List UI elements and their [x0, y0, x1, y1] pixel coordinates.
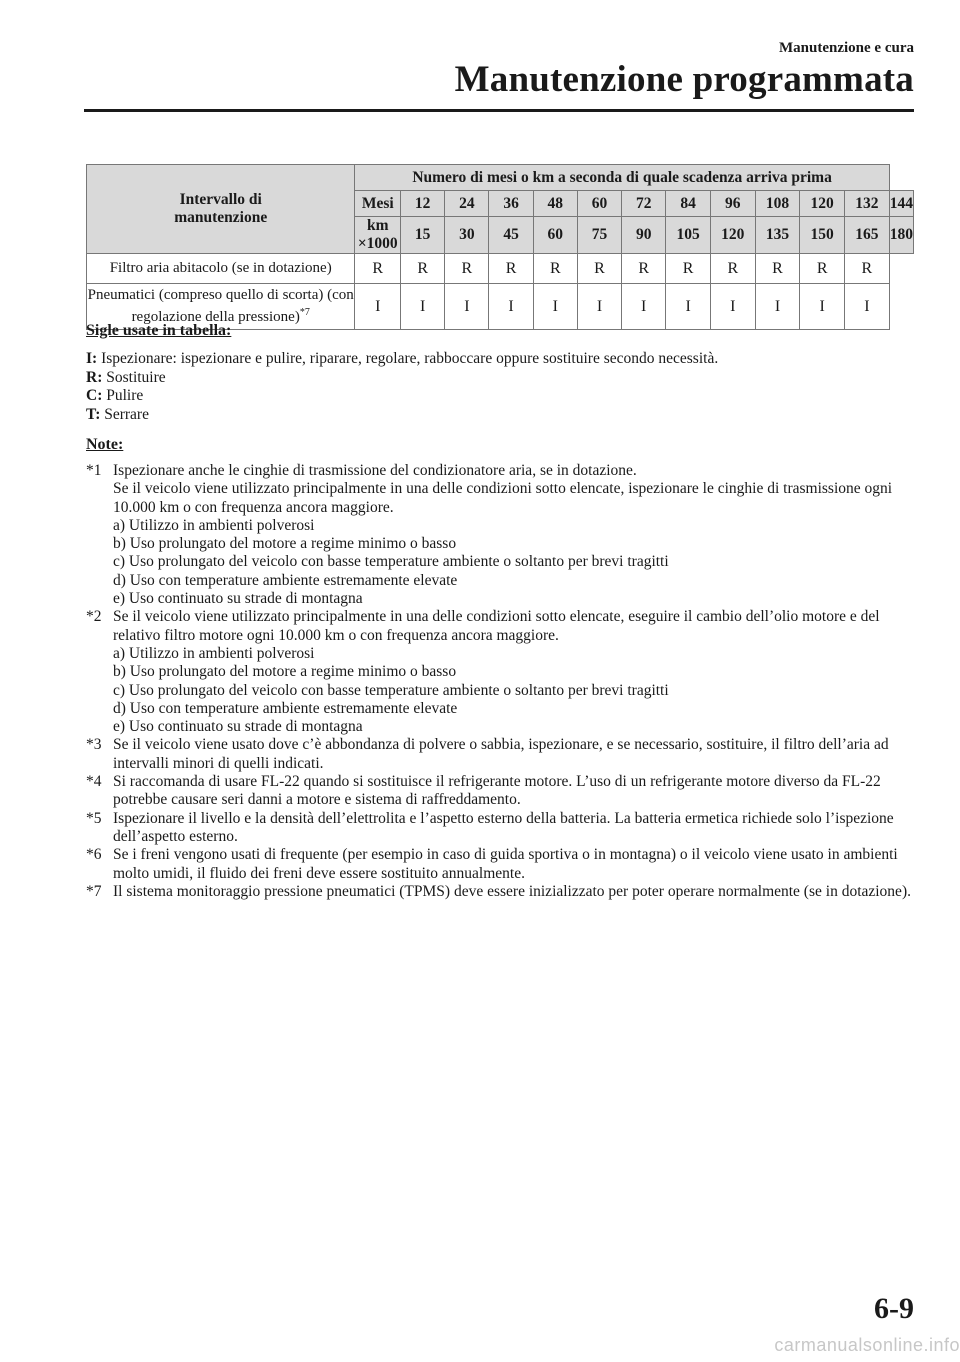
- km-cell: 135: [755, 217, 800, 254]
- note-text: c) Uso prolungato del veicolo con basse temperature ambiente o soltanto per brevi tragitti: [113, 553, 669, 571]
- km-cell: 180: [889, 217, 913, 254]
- note-line: [86, 773, 916, 810]
- schedule-cell: I: [755, 284, 800, 330]
- legend-list: [86, 350, 916, 424]
- header-divider: [84, 109, 914, 112]
- schedule-cell: I: [445, 284, 489, 330]
- notes-list: [86, 462, 916, 901]
- note-text: b) Uso prolungato del motore a regime minimo o basso: [113, 535, 457, 553]
- legend-code: C:: [86, 387, 103, 404]
- km-cell: 105: [666, 217, 711, 254]
- note-line: [86, 810, 916, 847]
- schedule-cell: I: [401, 284, 445, 330]
- note-marker: *7: [86, 882, 102, 900]
- month-cell: 12: [401, 191, 445, 217]
- note-text: Ispezionare anche le cinghie di trasmissione del condizionatore aria, se in dotazione.: [113, 462, 637, 479]
- note-line: [86, 663, 916, 681]
- note-text: d) Uso con temperature ambiente estremamente elevate: [113, 571, 458, 589]
- month-cell: 96: [710, 191, 755, 217]
- note-text: Se il veicolo viene utilizzato principalmente in una delle condizioni sotto elencate, eseguire il cambio dell’olio motore e del relativo filtro motore ogni 10.000 km o con frequenza ancora maggiore.: [113, 608, 880, 644]
- note-marker: *1: [86, 462, 102, 479]
- note-marker: *6: [86, 846, 102, 864]
- page-title: Manutenzione programmata: [454, 59, 914, 100]
- watermark: carmanualsonline.info: [774, 1335, 960, 1355]
- legend-item: [86, 369, 916, 388]
- schedule-cell: I: [710, 284, 755, 330]
- schedule-cell: I: [844, 284, 889, 330]
- month-cell: 60: [577, 191, 621, 217]
- month-cell: 144: [889, 191, 913, 217]
- month-cell: 36: [489, 191, 533, 217]
- schedule-cell: R: [355, 254, 401, 284]
- note-text: b) Uso prolungato del motore a regime minimo o basso: [113, 663, 457, 681]
- note-line: [86, 553, 916, 571]
- month-cell: 120: [800, 191, 845, 217]
- month-cell: 132: [844, 191, 889, 217]
- note-text: a) Utilizzo in ambienti polverosi: [113, 516, 315, 534]
- schedule-cell: R: [710, 254, 755, 284]
- note-text: e) Uso continuato su strade di montagna: [113, 590, 363, 608]
- legend-code: T:: [86, 405, 101, 423]
- schedule-cell: I: [577, 284, 621, 330]
- month-cell: 108: [755, 191, 800, 217]
- schedule-cell: R: [800, 254, 845, 284]
- footnote-ref: *7: [299, 307, 310, 318]
- schedule-cell: I: [355, 284, 401, 330]
- note-line: [86, 700, 916, 718]
- maintenance-schedule-table: [86, 164, 914, 330]
- km-cell: 15: [401, 217, 445, 254]
- note-text: Il sistema monitoraggio pressione pneumatici (TPMS) deve essere inizializzato per poter operare normalmente (se in dotazione).: [113, 882, 911, 900]
- km-label: km ×1000: [355, 217, 401, 254]
- legend-heading: Sigle usate in tabella:: [86, 322, 232, 339]
- note-text: Se il veicolo viene usato dove c’è abbondanza di polvere o sabbia, ispezionare, e se necessario, sostituire, il filtro dell’aria ad intervalli minori di quelli indicati.: [113, 736, 889, 772]
- note-marker: *5: [86, 809, 102, 827]
- note-text: c) Uso prolungato del veicolo con basse temperature ambiente o soltanto per brevi tragitti: [113, 681, 669, 699]
- note-line: [86, 846, 916, 883]
- schedule-cell: R: [666, 254, 711, 284]
- month-cell: 84: [666, 191, 711, 217]
- km-cell: 90: [622, 217, 666, 254]
- schedule-cell: R: [577, 254, 621, 284]
- month-cell: 48: [533, 191, 577, 217]
- row-item-label: Filtro aria abitacolo (se in dotazione): [87, 254, 355, 284]
- schedule-cell: R: [533, 254, 577, 284]
- schedule-cell: I: [489, 284, 533, 330]
- note-text: Ispezionare il livello e la densità dell’elettrolita e l’aspetto esterno della batteria. La batteria ermetica richiede solo l’ispezione dell’aspetto esterno.: [113, 809, 894, 845]
- schedule-cell: I: [800, 284, 845, 330]
- note-line: [86, 572, 916, 590]
- interval-header: Intervallo di manutenzione: [87, 165, 355, 254]
- note-line: [86, 736, 916, 773]
- row-item-label: Pneumatici (compreso quello di scorta) (con regolazione della pressione)$^{*7}$: [87, 284, 355, 330]
- note-line: [86, 462, 916, 480]
- month-cell: 24: [445, 191, 489, 217]
- note-text: d) Uso con temperature ambiente estremamente elevate: [113, 699, 458, 717]
- note-marker: *2: [86, 608, 102, 626]
- note-line: [86, 590, 916, 608]
- km-cell: 75: [577, 217, 621, 254]
- schedule-cell: R: [755, 254, 800, 284]
- note-text: e) Uso continuato su strade di montagna: [113, 718, 363, 736]
- legend-text: Ispezionare: ispezionare e pulire, riparare, regolare, rabboccare oppure sostituire secondo necessità.: [97, 350, 719, 367]
- note-line: [86, 682, 916, 700]
- note-line: [86, 535, 916, 553]
- note-text: Se il veicolo viene utilizzato principalmente in una delle condizioni sotto elencate, ispezionare le cinghie di trasmissione ogni 10.000 km o con frequenza ancora maggiore.: [113, 480, 893, 516]
- note-marker: *4: [86, 773, 102, 791]
- table-row: [87, 254, 914, 284]
- notes-heading: Note:: [86, 436, 124, 453]
- note-line: [86, 517, 916, 535]
- span-header: Numero di mesi o km a seconda di quale scadenza arriva prima: [355, 165, 889, 191]
- legend-item: [86, 406, 916, 425]
- note-line: [86, 718, 916, 736]
- legend-code: I:: [86, 350, 98, 367]
- section-title: Manutenzione e cura: [779, 40, 914, 56]
- note-marker: *3: [86, 736, 102, 754]
- schedule-cell: R: [622, 254, 666, 284]
- schedule-cell: R: [489, 254, 533, 284]
- month-cell: 72: [622, 191, 666, 217]
- km-cell: 150: [800, 217, 845, 254]
- legend-code: R:: [86, 368, 103, 386]
- note-text: Si raccomanda di usare FL-22 quando si sostituisce il refrigerante motore. L’uso di un refrigerante motore diverso da FL-22 potrebbe causare seri danni a motore e sistema di raffreddamento.: [113, 773, 881, 809]
- legend-text: Serrare: [100, 405, 149, 423]
- km-cell: 30: [445, 217, 489, 254]
- months-label: Mesi: [355, 191, 401, 217]
- note-text: a) Utilizzo in ambienti polverosi: [113, 644, 315, 662]
- note-line: [86, 608, 916, 645]
- schedule-cell: R: [401, 254, 445, 284]
- schedule-cell: R: [445, 254, 489, 284]
- schedule-cell: I: [622, 284, 666, 330]
- km-cell: 60: [533, 217, 577, 254]
- legend-text: Pulire: [102, 387, 144, 404]
- km-cell: 45: [489, 217, 533, 254]
- schedule-cell: R: [844, 254, 889, 284]
- note-line: [86, 645, 916, 663]
- legend-item: [86, 387, 916, 406]
- page-number: 6-9: [874, 1292, 914, 1325]
- schedule-cell: I: [666, 284, 711, 330]
- legend-item: [86, 350, 916, 369]
- schedule-cell: I: [533, 284, 577, 330]
- note-line: [86, 883, 916, 901]
- legend-text: Sostituire: [102, 368, 166, 386]
- km-cell: 165: [844, 217, 889, 254]
- note-line: [86, 480, 916, 517]
- km-cell: 120: [710, 217, 755, 254]
- note-text: Se i freni vengono usati di frequente (per esempio in caso di guida sportiva o in montagna) o il veicolo viene usato in ambienti molto umidi, il fluido dei freni deve essere sostituito annualmente.: [113, 846, 898, 882]
